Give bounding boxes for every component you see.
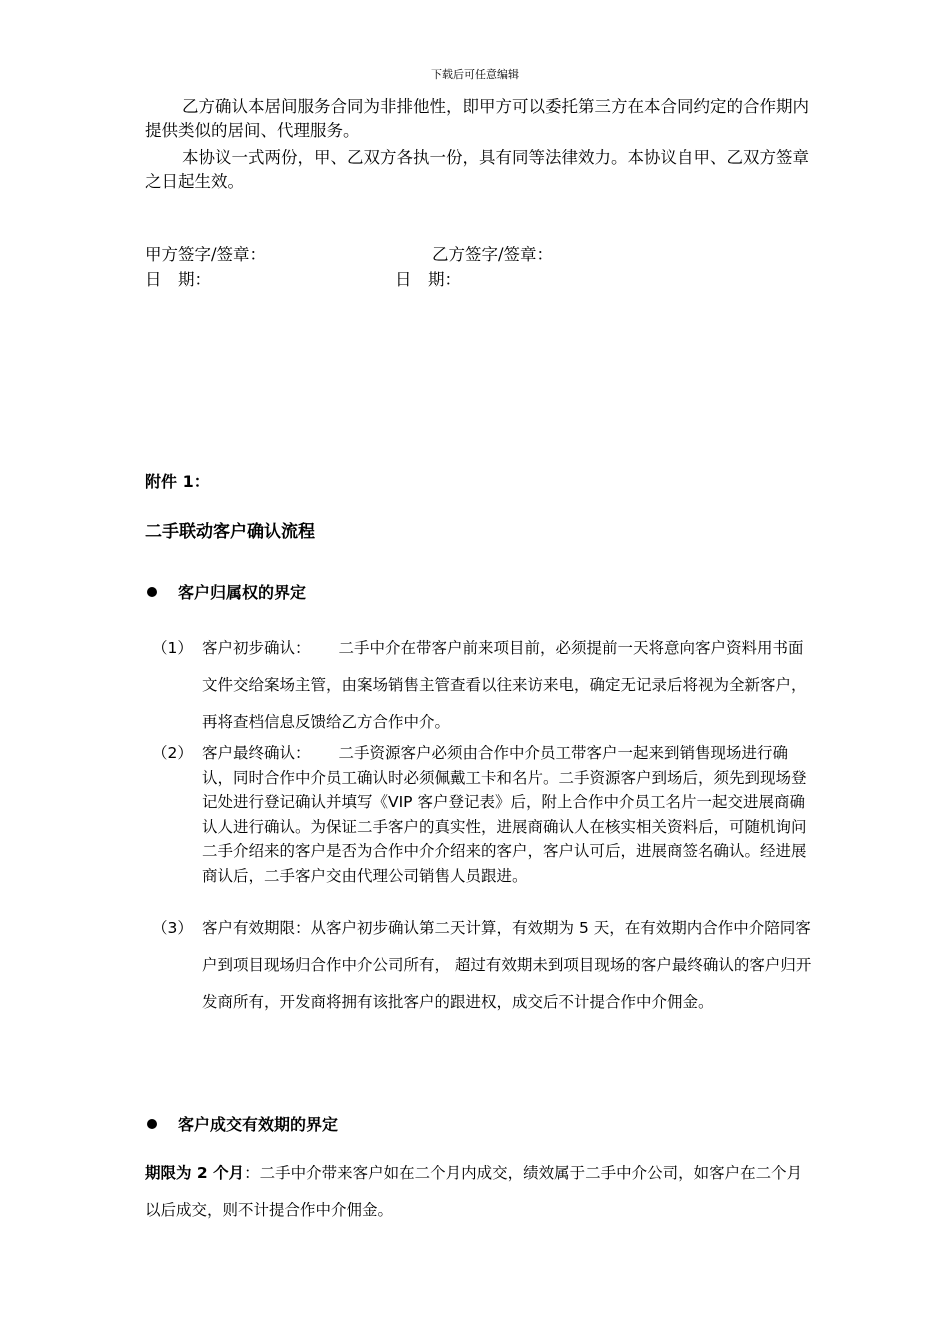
party-b-signature-label: 乙方签字/签章： (432, 245, 554, 264)
item-number: （2） (152, 744, 193, 762)
period-lead: 期限为 2 个月 (145, 1164, 245, 1182)
section-2-paragraph (145, 1155, 815, 1229)
page-header: 下载后可任意编辑 (431, 68, 519, 81)
item-text: 从客户初步确认第二天计算，有效期为 5 天，在有效期内合作中介陪同客户到项目现场归合作中介公司所有， 超过有效期未到项目现场的客户最终确认的客户归开发商所有，开发商将拥有该批客户的跟进权，成交后不计提合作中介佣金。 (202, 919, 812, 1011)
bullet-icon (147, 1119, 157, 1129)
item-number: （1） (152, 639, 193, 657)
section-heading-text: 客户成交有效期的界定 (178, 1115, 339, 1134)
appendix-title: 二手联动客户确认流程 (145, 522, 315, 542)
item-label: 客户最终确认： (202, 744, 311, 762)
bullet-icon (147, 587, 157, 597)
paragraph-text: 本协议一式两份，甲、乙双方各执一份，具有同等法律效力。本协议自甲、乙双方签章之日起生效。 (145, 148, 809, 191)
contract-paragraph-1 (145, 95, 815, 143)
paragraph-text: 乙方确认本居间服务合同为非排他性，即甲方可以委托第三方在本合同约定的合作期内提供类似的居间、代理服务。 (145, 97, 809, 140)
contract-paragraph-2 (145, 146, 815, 194)
section-heading-text: 客户归属权的界定 (178, 583, 307, 602)
party-b-date-label: 日 期： (395, 270, 461, 289)
section-1-heading (145, 580, 306, 603)
party-a-signature-label: 甲方签字/签章： (145, 245, 267, 264)
section-2-heading (145, 1112, 338, 1135)
party-a-date-label: 日 期： (145, 270, 211, 289)
item-body (202, 910, 812, 1021)
item-label: 客户初步确认： (202, 639, 311, 657)
item-text: 二手资源客户必须由合作中介员工带客户一起来到销售现场进行确认，同时合作中介员工确认时必须佩戴工卡和名片。二手资源客户到场后，须先到现场登记处进行登记确认并填写《VIP 客户登记表》后，附上合作中介员工名片一起交进展商确认人进行确认。为保证二手客户的真实性，进展商确认人在核实相关资料后，可随机询问二手介绍来的客户是否为合作中介介绍来的客户，客户认可后，进展商签名确认。经进展商认后，二手客户交由代理公司销售人员跟进。 (202, 744, 807, 885)
item-number: （3） (152, 919, 193, 937)
item-label: 客户有效期限： (202, 919, 311, 937)
appendix-label: 附件 1： (145, 472, 210, 491)
item-body (202, 741, 812, 889)
period-text: ：二手中介带来客户如在二个月内成交，绩效属于二手中介公司，如客户在二个月以后成交，则不计提合作中介佣金。 (145, 1164, 803, 1219)
item-text: 二手中介在带客户前来项目前，必须提前一天将意向客户资料用书面文件交给案场主管，由案场销售主管查看以往来访来电，确定无记录后将视为全新客户，再将查档信息反馈给乙方合作中介。 (202, 639, 807, 731)
item-body (202, 630, 812, 741)
